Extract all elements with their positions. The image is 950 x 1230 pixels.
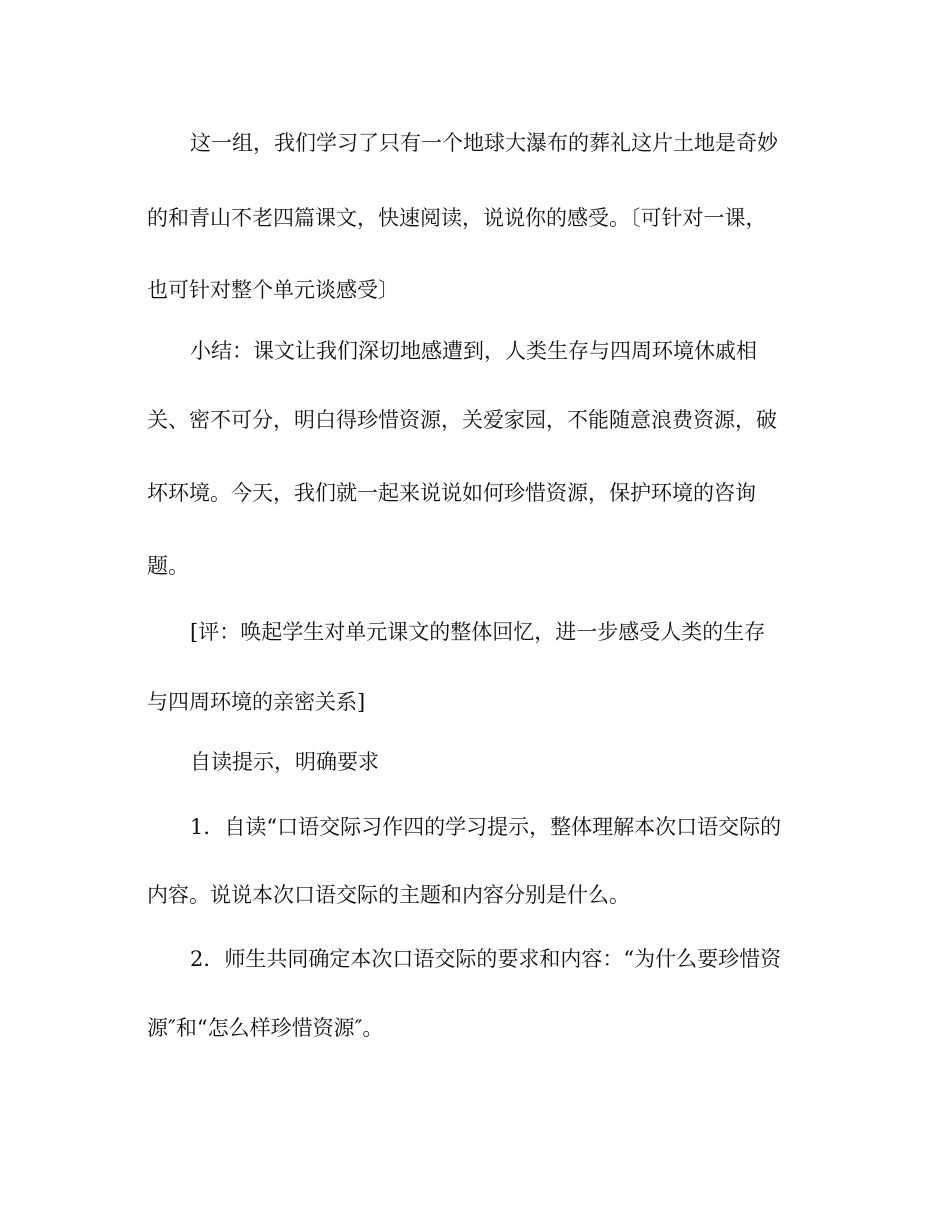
paragraph-line: 关、密不可分，明白得珍惜资源，关爱家园，不能随意浪费资源，破 — [147, 408, 777, 432]
paragraph-line: 的和青山不老四篇课文，快速阅读，说说你的感受。〔可针对一课， — [147, 206, 767, 230]
paragraph-line: 与四周环境的亲密关系] — [147, 690, 366, 714]
paragraph-line: [评：唤起学生对单元课文的整体回忆，进一步感受人类的生存 — [190, 620, 766, 644]
list-item-line: 内容。说说本次口语交际的主题和内容分别是什么。 — [147, 883, 630, 907]
list-item-line: 1．自读“口语交际习作四的学习提示，整体理解本次口语交际的 — [190, 815, 782, 839]
list-item-line: 源″和“怎么样珍惜资源″。 — [147, 1016, 384, 1040]
paragraph-line: 也可针对整个单元谈感受〕 — [147, 278, 399, 302]
paragraph-line: 小结：课文让我们深切地感遭到，人类生存与四周环境休戚相 — [190, 339, 757, 363]
section-heading: 自读提示，明确要求 — [190, 750, 379, 774]
list-item-line: 2．师生共同确定本次口语交际的要求和内容：“为什么要珍惜资 — [190, 947, 782, 971]
paragraph-line: 题。 — [147, 554, 189, 578]
paragraph-line: 这一组，我们学习了只有一个地球大瀑布的葬礼这片土地是奇妙 — [190, 131, 778, 155]
paragraph-line: 坏环境。今天，我们就一起来说说如何珍惜资源，保护环境的咨询 — [147, 481, 756, 505]
